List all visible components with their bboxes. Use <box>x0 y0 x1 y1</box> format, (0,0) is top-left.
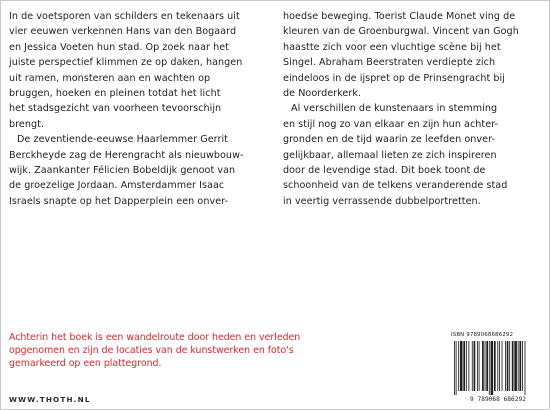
blurb-line: uit ramen, monsteren aan en wachten op <box>9 72 211 84</box>
blurb-right-column <box>283 9 545 209</box>
barcode-bar <box>468 341 469 391</box>
barcode-bar <box>458 341 459 391</box>
barcode-bar <box>463 341 465 391</box>
blurb-line: gelijkbaar, allemaal lieten ze zich inspireren <box>283 149 497 161</box>
note-line: opgenomen en zijn de locaties van de kunstwerken en foto's <box>9 345 294 357</box>
barcode-bar <box>489 341 490 395</box>
barcode-bar <box>512 341 514 391</box>
barcode-bar <box>456 341 457 395</box>
blurb-line: juiste perspectief klimmen ze op daken, hangen <box>9 57 243 69</box>
blurb-line: wijk. Zaankanter Félicien Bobeldijk genoot van <box>9 165 236 177</box>
barcode-numbers: 9 789068 686292 <box>470 396 526 403</box>
blurb-line: door de levendige stad. Dit boek toont de <box>283 165 486 177</box>
isbn-barcode-block <box>451 331 545 403</box>
barcode-bar <box>477 341 478 391</box>
barcode-bar <box>491 341 494 395</box>
blurb-left-column <box>9 9 267 209</box>
blurb-line: en stijl nog zo van elkaar en zijn hun achter- <box>283 118 499 130</box>
blurb-line: Al verschillen de kunstenaars in stemming <box>291 103 498 115</box>
blurb-line: Singel. Abraham Beerstraten verdiepte zich <box>283 57 496 69</box>
barcode-bar <box>494 341 496 391</box>
barcode-bar <box>454 341 455 395</box>
walking-route-note <box>9 331 299 371</box>
blurb-line: vier eeuwen verkennen Hans van den Bogaard <box>9 26 237 38</box>
barcode-bar <box>482 341 484 391</box>
blurb-line: bruggen, hoeken en pleinen totdat het licht <box>9 88 221 100</box>
blurb-line: kleuren van de Groenburgwal. Vincent van Gogh <box>283 26 519 38</box>
barcode-bar <box>472 341 473 391</box>
blurb-line: in veertig verrassende dubbelportretten. <box>283 195 481 207</box>
publisher-url: WWW.THOTH.NL <box>9 395 91 404</box>
blurb-line: De zeventiende-eeuwse Haarlemmer Gerrit <box>17 134 228 146</box>
barcode-bar <box>486 341 488 391</box>
barcode-icon <box>451 341 545 403</box>
blurb-line: brengt. <box>9 118 45 130</box>
blurb-line: de groezelige Jordaan. Amsterdammer Isaac <box>9 180 225 192</box>
barcode-bar <box>466 341 467 391</box>
barcode-bar <box>525 341 526 395</box>
barcode-bar <box>497 341 498 391</box>
barcode-bar <box>474 341 476 391</box>
note-line: gemarkeerd op een plattegrond. <box>9 358 162 370</box>
blurb-line: de Noorderkerk. <box>283 88 362 100</box>
barcode-bar <box>514 341 517 391</box>
barcode-bar <box>507 341 509 391</box>
barcode-bar <box>518 341 519 391</box>
blurb-line: eindeloos in de ijspret op de Prinsengracht bij <box>283 72 505 84</box>
note-line: Achterin het boek is een wandelroute door heden en verleden <box>9 332 301 343</box>
barcode-bar <box>519 341 521 391</box>
blurb-line: en Jessica Voeten hun stad. Op zoek naar het <box>9 41 230 53</box>
barcode-bar <box>460 341 463 391</box>
blurb-line: In de voetsporen van schilders en tekenaars uit <box>9 11 240 22</box>
blurb-line: haastte zich voor een vluchtige scène bij het <box>283 41 501 53</box>
barcode-bar <box>505 341 506 391</box>
blurb-line: Israels snapte op het Dapperplein een onver- <box>9 195 229 207</box>
barcode-bar <box>522 341 523 391</box>
barcode-bar <box>485 341 486 391</box>
blurb-line: hoedse beweging. Toerist Claude Monet ving de <box>283 11 516 22</box>
barcode-bar <box>502 341 503 391</box>
blurb-line: schoonheid van de telkens veranderende stad <box>283 180 508 192</box>
barcode-bar <box>499 341 500 391</box>
isbn-label: ISBN 9789068686292 <box>451 332 514 338</box>
blurb-line: gronden en de tijd waarin ze leefden onver- <box>283 134 495 146</box>
barcode-bar <box>479 341 480 391</box>
blurb-line: Berckheyde zag de Herengracht als nieuwbouw- <box>9 149 244 161</box>
barcode-bar <box>509 341 510 391</box>
blurb-line: het stadsgezicht van voorheen tevoorschijn <box>9 103 222 115</box>
